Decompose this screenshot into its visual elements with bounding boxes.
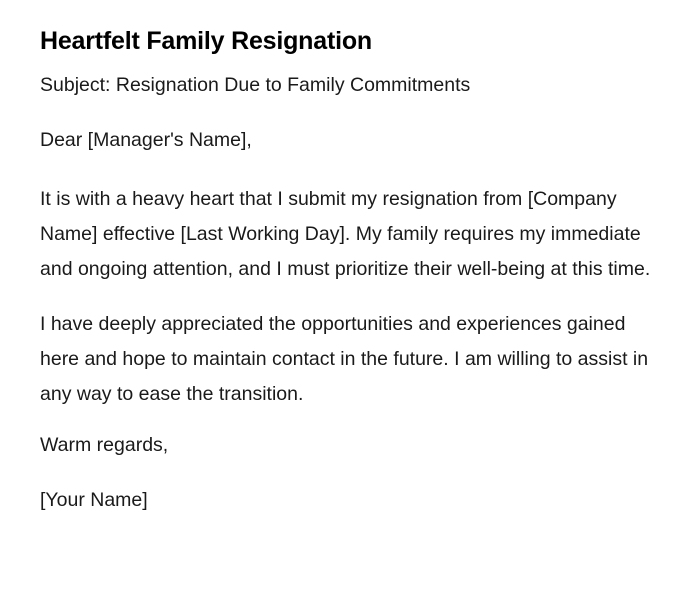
greeting: Dear [Manager's Name], — [40, 129, 252, 151]
body-paragraph-2: I have deeply appreciated the opportunities and experiences gained here and hope to maintain contact in the future. I am willing to assist in any way to ease the transition. — [40, 313, 649, 405]
closing: Warm regards, — [40, 434, 169, 456]
signature: [Your Name] — [40, 489, 148, 511]
body-paragraph-1: It is with a heavy heart that I submit my resignation from [Company Name] effective [Last Working Day]. My family requires my immediate and ongoing attention, and I must prioritize their well-being at this time. — [40, 188, 651, 280]
letter-document — [40, 24, 660, 513]
document-title: Heartfelt Family Resignation — [40, 27, 372, 55]
subject-line: Subject: Resignation Due to Family Commitments — [40, 74, 471, 96]
